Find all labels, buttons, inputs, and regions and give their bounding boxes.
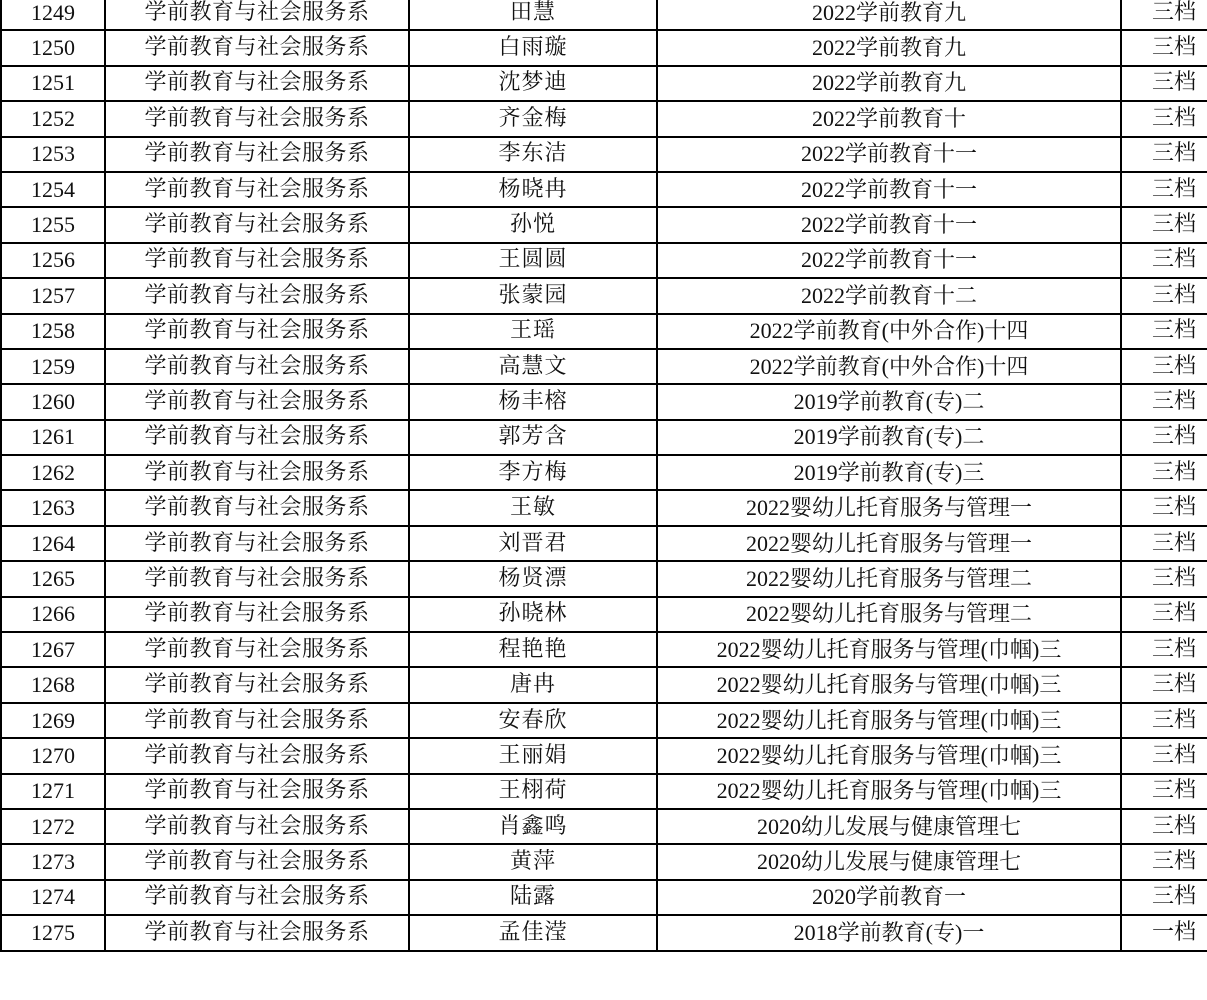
department-cell: 学前教育与社会服务系 bbox=[105, 703, 409, 738]
student-name-cell: 白雨璇 bbox=[409, 30, 657, 65]
department-cell: 学前教育与社会服务系 bbox=[105, 561, 409, 596]
department-cell: 学前教育与社会服务系 bbox=[105, 278, 409, 313]
class-name-cell: 2022婴幼儿托育服务与管理一 bbox=[657, 490, 1121, 525]
row-number-cell: 1270 bbox=[1, 738, 105, 773]
row-number-cell: 1261 bbox=[1, 420, 105, 455]
row-number-cell: 1273 bbox=[1, 844, 105, 879]
row-number-cell: 1260 bbox=[1, 384, 105, 419]
row-number-cell: 1253 bbox=[1, 137, 105, 172]
student-name-cell: 陆露 bbox=[409, 880, 657, 915]
class-name-cell: 2022学前教育九 bbox=[657, 30, 1121, 65]
grant-level-cell: 三档 bbox=[1121, 597, 1207, 632]
class-name-cell: 2020幼儿发展与健康管理七 bbox=[657, 809, 1121, 844]
class-name-cell: 2019学前教育(专)三 bbox=[657, 455, 1121, 490]
table-row bbox=[1, 243, 1207, 278]
class-name-cell: 2022婴幼儿托育服务与管理二 bbox=[657, 561, 1121, 596]
student-name-cell: 沈梦迪 bbox=[409, 66, 657, 101]
row-number-cell: 1264 bbox=[1, 526, 105, 561]
grant-level-cell: 三档 bbox=[1121, 774, 1207, 809]
table-row bbox=[1, 632, 1207, 667]
grant-level-cell: 三档 bbox=[1121, 632, 1207, 667]
student-name-cell: 张蒙园 bbox=[409, 278, 657, 313]
table-row bbox=[1, 137, 1207, 172]
grant-level-cell: 三档 bbox=[1121, 349, 1207, 384]
grant-level-cell: 三档 bbox=[1121, 455, 1207, 490]
table-row bbox=[1, 490, 1207, 525]
department-cell: 学前教育与社会服务系 bbox=[105, 844, 409, 879]
grant-level-cell: 三档 bbox=[1121, 278, 1207, 313]
department-cell: 学前教育与社会服务系 bbox=[105, 207, 409, 242]
class-name-cell: 2022学前教育九 bbox=[657, 0, 1121, 30]
student-name-cell: 安春欣 bbox=[409, 703, 657, 738]
student-name-cell: 王敏 bbox=[409, 490, 657, 525]
class-name-cell: 2022婴幼儿托育服务与管理(巾帼)三 bbox=[657, 738, 1121, 773]
table-row bbox=[1, 30, 1207, 65]
row-number-cell: 1275 bbox=[1, 915, 105, 950]
row-number-cell: 1263 bbox=[1, 490, 105, 525]
department-cell: 学前教育与社会服务系 bbox=[105, 30, 409, 65]
department-cell: 学前教育与社会服务系 bbox=[105, 597, 409, 632]
row-number-cell: 1256 bbox=[1, 243, 105, 278]
student-name-cell: 王瑶 bbox=[409, 314, 657, 349]
grant-level-cell: 三档 bbox=[1121, 738, 1207, 773]
student-name-cell: 田慧 bbox=[409, 0, 657, 30]
row-number-cell: 1254 bbox=[1, 172, 105, 207]
row-number-cell: 1269 bbox=[1, 703, 105, 738]
grant-level-cell: 三档 bbox=[1121, 137, 1207, 172]
class-name-cell: 2022婴幼儿托育服务与管理一 bbox=[657, 526, 1121, 561]
class-name-cell: 2022婴幼儿托育服务与管理(巾帼)三 bbox=[657, 703, 1121, 738]
table-row bbox=[1, 278, 1207, 313]
table-row bbox=[1, 101, 1207, 136]
row-number-cell: 1274 bbox=[1, 880, 105, 915]
grant-level-cell: 三档 bbox=[1121, 66, 1207, 101]
class-name-cell: 2022学前教育(中外合作)十四 bbox=[657, 349, 1121, 384]
department-cell: 学前教育与社会服务系 bbox=[105, 314, 409, 349]
department-cell: 学前教育与社会服务系 bbox=[105, 172, 409, 207]
student-name-cell: 王丽娟 bbox=[409, 738, 657, 773]
row-number-cell: 1258 bbox=[1, 314, 105, 349]
table-row bbox=[1, 420, 1207, 455]
class-name-cell: 2022学前教育十一 bbox=[657, 172, 1121, 207]
student-name-cell: 程艳艳 bbox=[409, 632, 657, 667]
department-cell: 学前教育与社会服务系 bbox=[105, 667, 409, 702]
class-name-cell: 2022学前教育(中外合作)十四 bbox=[657, 314, 1121, 349]
class-name-cell: 2022婴幼儿托育服务与管理(巾帼)三 bbox=[657, 632, 1121, 667]
table-row bbox=[1, 703, 1207, 738]
table-row bbox=[1, 667, 1207, 702]
table-row bbox=[1, 844, 1207, 879]
class-name-cell: 2019学前教育(专)二 bbox=[657, 420, 1121, 455]
table-row bbox=[1, 314, 1207, 349]
student-name-cell: 刘晋君 bbox=[409, 526, 657, 561]
row-number-cell: 1268 bbox=[1, 667, 105, 702]
table-row bbox=[1, 738, 1207, 773]
class-name-cell: 2022婴幼儿托育服务与管理二 bbox=[657, 597, 1121, 632]
row-number-cell: 1252 bbox=[1, 101, 105, 136]
grant-level-cell: 三档 bbox=[1121, 880, 1207, 915]
department-cell: 学前教育与社会服务系 bbox=[105, 137, 409, 172]
grant-level-cell: 三档 bbox=[1121, 490, 1207, 525]
department-cell: 学前教育与社会服务系 bbox=[105, 774, 409, 809]
table-row bbox=[1, 809, 1207, 844]
table-row bbox=[1, 207, 1207, 242]
row-number-cell: 1272 bbox=[1, 809, 105, 844]
class-name-cell: 2022婴幼儿托育服务与管理(巾帼)三 bbox=[657, 774, 1121, 809]
student-name-cell: 王圆圆 bbox=[409, 243, 657, 278]
row-number-cell: 1267 bbox=[1, 632, 105, 667]
grant-level-cell: 三档 bbox=[1121, 0, 1207, 30]
table-row bbox=[1, 172, 1207, 207]
row-number-cell: 1262 bbox=[1, 455, 105, 490]
class-name-cell: 2022学前教育十一 bbox=[657, 207, 1121, 242]
row-number-cell: 1255 bbox=[1, 207, 105, 242]
grant-level-cell: 三档 bbox=[1121, 703, 1207, 738]
row-number-cell: 1265 bbox=[1, 561, 105, 596]
student-name-cell: 王栩荷 bbox=[409, 774, 657, 809]
class-name-cell: 2022学前教育十 bbox=[657, 101, 1121, 136]
row-number-cell: 1250 bbox=[1, 30, 105, 65]
grant-level-cell: 三档 bbox=[1121, 30, 1207, 65]
student-name-cell: 孙悦 bbox=[409, 207, 657, 242]
class-name-cell: 2019学前教育(专)二 bbox=[657, 384, 1121, 419]
row-number-cell: 1249 bbox=[1, 0, 105, 30]
class-name-cell: 2022学前教育十一 bbox=[657, 243, 1121, 278]
class-name-cell: 2022学前教育九 bbox=[657, 66, 1121, 101]
student-name-cell: 孟佳滢 bbox=[409, 915, 657, 950]
department-cell: 学前教育与社会服务系 bbox=[105, 349, 409, 384]
grant-level-cell: 三档 bbox=[1121, 526, 1207, 561]
table-row bbox=[1, 597, 1207, 632]
grant-level-cell: 三档 bbox=[1121, 561, 1207, 596]
table-row bbox=[1, 526, 1207, 561]
student-name-cell: 杨贤漂 bbox=[409, 561, 657, 596]
student-name-cell: 黄萍 bbox=[409, 844, 657, 879]
student-name-cell: 李方梅 bbox=[409, 455, 657, 490]
table-row bbox=[1, 0, 1207, 30]
department-cell: 学前教育与社会服务系 bbox=[105, 243, 409, 278]
row-number-cell: 1251 bbox=[1, 66, 105, 101]
student-name-cell: 高慧文 bbox=[409, 349, 657, 384]
grant-level-cell: 三档 bbox=[1121, 314, 1207, 349]
department-cell: 学前教育与社会服务系 bbox=[105, 0, 409, 30]
student-name-cell: 唐冉 bbox=[409, 667, 657, 702]
class-name-cell: 2018学前教育(专)一 bbox=[657, 915, 1121, 950]
grant-level-cell: 三档 bbox=[1121, 809, 1207, 844]
table-row bbox=[1, 561, 1207, 596]
student-name-cell: 李东洁 bbox=[409, 137, 657, 172]
table-row bbox=[1, 384, 1207, 419]
department-cell: 学前教育与社会服务系 bbox=[105, 420, 409, 455]
department-cell: 学前教育与社会服务系 bbox=[105, 526, 409, 561]
department-cell: 学前教育与社会服务系 bbox=[105, 66, 409, 101]
table-row bbox=[1, 880, 1207, 915]
department-cell: 学前教育与社会服务系 bbox=[105, 738, 409, 773]
department-cell: 学前教育与社会服务系 bbox=[105, 809, 409, 844]
department-cell: 学前教育与社会服务系 bbox=[105, 632, 409, 667]
student-name-cell: 孙晓林 bbox=[409, 597, 657, 632]
department-cell: 学前教育与社会服务系 bbox=[105, 101, 409, 136]
student-name-cell: 肖鑫鸣 bbox=[409, 809, 657, 844]
student-name-cell: 杨晓冉 bbox=[409, 172, 657, 207]
table-row bbox=[1, 915, 1207, 950]
row-number-cell: 1266 bbox=[1, 597, 105, 632]
grant-level-cell: 三档 bbox=[1121, 101, 1207, 136]
student-name-cell: 齐金梅 bbox=[409, 101, 657, 136]
grant-level-cell: 三档 bbox=[1121, 207, 1207, 242]
class-name-cell: 2020学前教育一 bbox=[657, 880, 1121, 915]
grant-level-cell: 三档 bbox=[1121, 172, 1207, 207]
grant-level-cell: 一档 bbox=[1121, 915, 1207, 950]
class-name-cell: 2022学前教育十二 bbox=[657, 278, 1121, 313]
grant-level-cell: 三档 bbox=[1121, 844, 1207, 879]
row-number-cell: 1271 bbox=[1, 774, 105, 809]
table-row bbox=[1, 455, 1207, 490]
table-row bbox=[1, 774, 1207, 809]
row-number-cell: 1259 bbox=[1, 349, 105, 384]
department-cell: 学前教育与社会服务系 bbox=[105, 384, 409, 419]
table-row bbox=[1, 66, 1207, 101]
grant-level-cell: 三档 bbox=[1121, 384, 1207, 419]
student-name-cell: 杨丰榕 bbox=[409, 384, 657, 419]
department-cell: 学前教育与社会服务系 bbox=[105, 915, 409, 950]
student-name-cell: 郭芳含 bbox=[409, 420, 657, 455]
row-number-cell: 1257 bbox=[1, 278, 105, 313]
grant-level-cell: 三档 bbox=[1121, 667, 1207, 702]
grant-level-cell: 三档 bbox=[1121, 420, 1207, 455]
department-cell: 学前教育与社会服务系 bbox=[105, 455, 409, 490]
class-name-cell: 2022婴幼儿托育服务与管理(巾帼)三 bbox=[657, 667, 1121, 702]
department-cell: 学前教育与社会服务系 bbox=[105, 880, 409, 915]
class-name-cell: 2022学前教育十一 bbox=[657, 137, 1121, 172]
grant-level-cell: 三档 bbox=[1121, 243, 1207, 278]
class-name-cell: 2020幼儿发展与健康管理七 bbox=[657, 844, 1121, 879]
department-cell: 学前教育与社会服务系 bbox=[105, 490, 409, 525]
table-body bbox=[1, 0, 1207, 951]
table-row bbox=[1, 349, 1207, 384]
